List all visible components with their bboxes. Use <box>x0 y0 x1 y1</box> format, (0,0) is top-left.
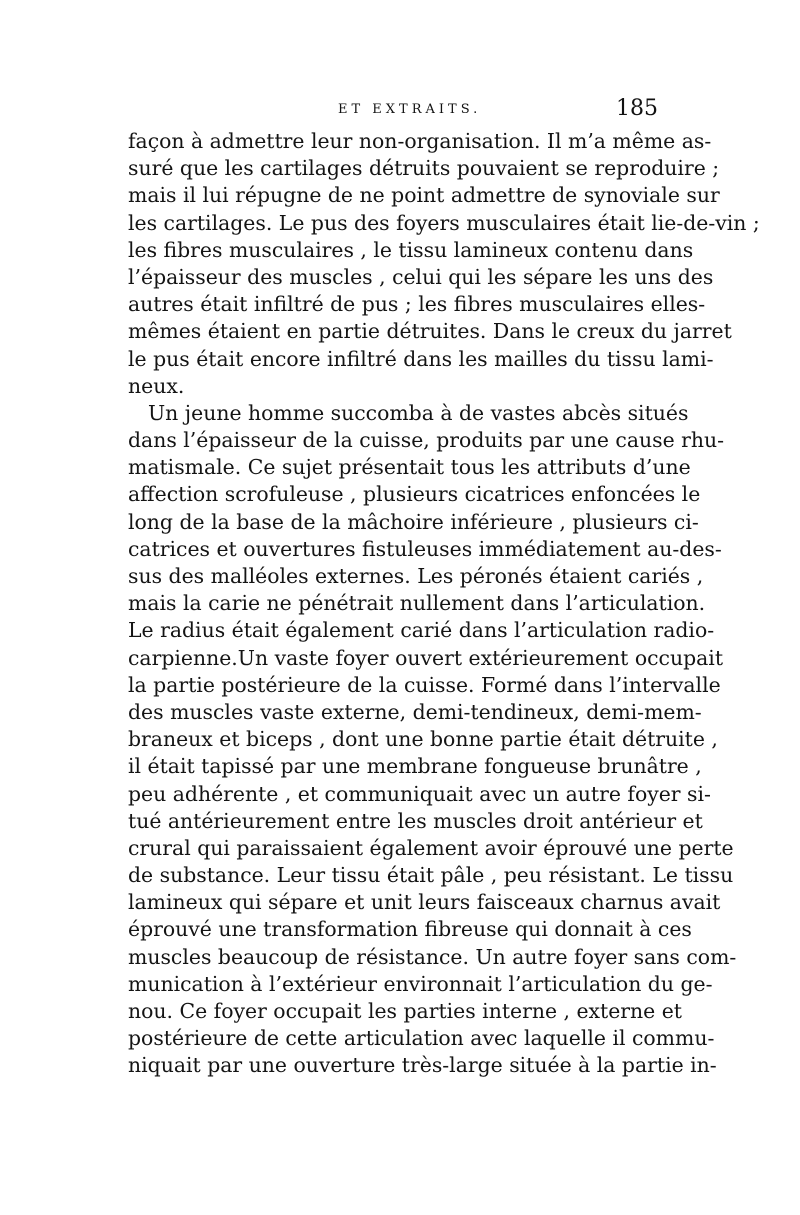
text-line: muscles beaucoup de résistance. Un autre foyer sans com- <box>128 944 737 969</box>
text-line: sus des malléoles externes. Les péronés étaient cariés , <box>128 564 704 588</box>
text-line: munication à l’extérieur environnait l’articulation du ge- <box>128 971 713 996</box>
text-line: éprouvé une transformation fibreuse qui donnait à ces <box>128 917 692 942</box>
text-line: des muscles vaste externe, demi-tendineux, demi-mem- <box>128 699 702 724</box>
text-line: lamineux qui sépare et unit leurs faisceaux charnus avait <box>128 890 721 915</box>
text-line: peu adhérente , et communiquait avec un autre foyer si- <box>128 781 711 806</box>
text-line: braneux et biceps , dont une bonne partie était détruite , <box>128 727 718 752</box>
text-line: de substance. Leur tissu était pâle , peu résistant. Le tissu <box>128 863 734 888</box>
text-line: mais la carie ne pénétrait nullement dans l’articulation. <box>128 591 706 616</box>
text-line: autres était infiltré de pus ; les fibres musculaires elles- <box>128 292 706 317</box>
page-header <box>128 96 668 124</box>
running-head: ET EXTRAITS. <box>338 102 482 117</box>
text-line: carpienne.Un vaste foyer ouvert extérieurement occupait <box>128 645 724 670</box>
text-line: long de la base de la mâchoire inférieure , plusieurs ci- <box>128 509 699 534</box>
text-line: suré que les cartilages détruits pouvaient se reproduire ; <box>128 156 720 181</box>
text-line: matismale. Ce sujet présentait tous les attributs d’une <box>128 455 691 480</box>
text-line: nou. Ce foyer occupait les parties interne , externe et <box>128 999 682 1023</box>
text-line: le pus était encore infiltré dans les mailles du tissu lami- <box>128 346 714 371</box>
paragraph-start-line: Un jeune homme succomba à de vastes abcès situés <box>148 400 689 425</box>
text-line: catrices et ouvertures fistuleuses immédiatement au-des- <box>128 536 722 561</box>
text-line: il était tapissé par une membrane fongueuse brunâtre , <box>128 754 702 779</box>
page-number: 185 <box>616 96 658 121</box>
text-line: Le radius était également carié dans l’articulation radio- <box>128 618 715 643</box>
text-line: niquait par une ouverture très-large située à la partie in- <box>128 1053 717 1078</box>
text-line: mêmes étaient en partie détruites. Dans le creux du jarret <box>128 319 732 344</box>
text-line: affection scrofuleuse , plusieurs cicatrices enfoncées le <box>128 482 701 507</box>
text-line: crural qui paraissaient également avoir éprouvé une perte <box>128 835 734 860</box>
text-line: postérieure de cette articulation avec laquelle il commu- <box>128 1026 715 1051</box>
text-line: mais il lui répugne de ne point admettre de synoviale sur <box>128 183 720 208</box>
text-line: les fibres musculaires , le tissu lamineux contenu dans <box>128 237 694 262</box>
text-line: neux. <box>128 373 185 398</box>
text-line: les cartilages. Le pus des foyers musculaires était lie-de-vin ; <box>128 210 760 235</box>
body-text <box>128 128 760 1080</box>
text-line: l’épaisseur des muscles , celui qui les sépare les uns des <box>128 264 714 289</box>
text-line: tué antérieurement entre les muscles droit antérieur et <box>128 808 703 833</box>
text-line: façon à admettre leur non-organisation. Il m’a même as- <box>128 129 712 153</box>
text-line: la partie postérieure de la cuisse. Formé dans l’intervalle <box>128 672 721 697</box>
text-line: dans l’épaisseur de la cuisse, produits par une cause rhu- <box>128 428 725 453</box>
